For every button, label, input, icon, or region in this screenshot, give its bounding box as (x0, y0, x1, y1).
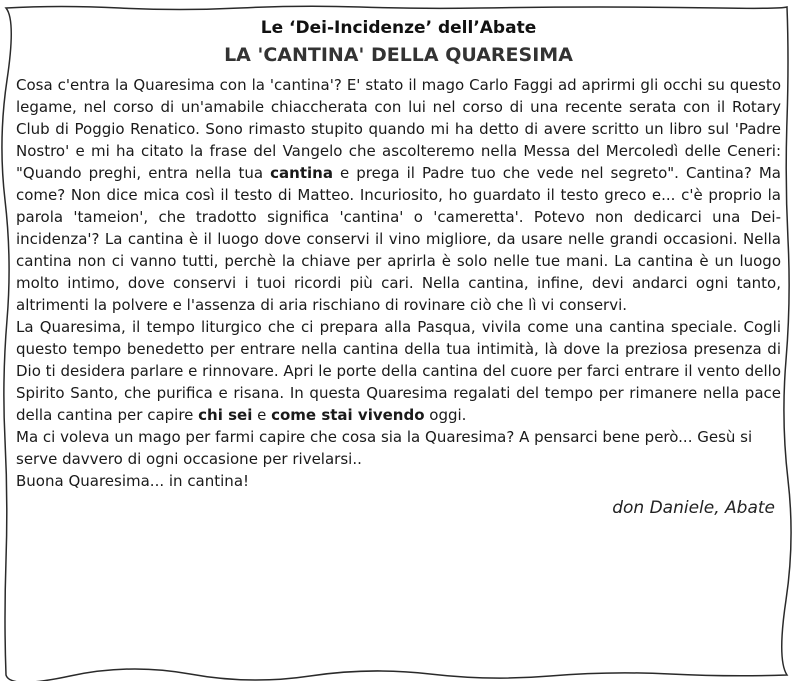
paragraph-2-bold-1: chi sei (198, 406, 253, 424)
paragraph-1-text-a: Cosa c'entra la Quaresima con la 'cantina'? E' stato il mago Carlo Faggi ad aprirmi gli occhi su questo legame, nel corso di un'amabile chiaccherata con lui nel corso di una recente serata con il Rotary Club di Poggio Renatico. Sono rimasto stupito quando mi ha detto di avere scritto un libro sul 'Padre Nostro' e mi ha citato la frase del Vangelo che ascolteremo nella Messa del Mercoledì delle Ceneri: "Quando preghi, entra nella tua (16, 76, 781, 182)
paragraph-3: Ma ci voleva un mago per farmi capire che cosa sia la Quaresima? A pensarci bene però... Gesù si serve davvero di ogni occasione per rivelarsi.. (16, 428, 753, 468)
paragraph-2 (16, 316, 781, 426)
paragraph-2-text-mid: e (252, 406, 272, 424)
paragraph-4: Buona Quaresima... in cantina! (16, 472, 250, 490)
paragraph-2-text-b: oggi. (424, 406, 467, 424)
article-container (16, 16, 781, 666)
paragraph-2-text-a: La Quaresima, il tempo liturgico che ci prepara alla Pasqua, vivila come una cantina speciale. Cogli questo tempo benedetto per entrare nella cantina della tua intimità, là dove la preziosa presenza di Dio ti desidera parlare e rinnovare. Apri le porte della cantina del cuore per farci entrare il vento dello Spirito Santo, che purifica e risana. In questa Quaresima regalati del tempo per rimanere nella pace della cantina per capire (16, 318, 781, 424)
paragraph-1 (16, 74, 781, 316)
paragraph-2-bold-2: come stai vivendo (271, 406, 425, 424)
paragraph-1-text-b: e prega il Padre tuo che vede nel segreto". Cantina? Ma come? Non dice mica così il testo di Matteo. Incuriosito, ho guardato il testo greco e... c'è proprio la parola 'tameion', che tradotto significa 'cantina' o 'cameretta'. Potevo non dedicarci una Dei-incidenza'? La cantina è il luogo dove conservi il vino migliore, da usare nelle grandi occasioni. Nella cantina non ci vanno tutti, perchè la chiave per aprirla è solo nelle tue mani. La cantina è un luogo molto intimo, dove conservi i tuoi ricordi più cari. Nella cantina, infine, devi andarci ogni tanto, altrimenti la polvere e l'assenza di aria rischiano di rovinare ciò che lì vi conservi. (16, 164, 781, 314)
article-headline: LA 'CANTINA' DELLA QUARESIMA (224, 44, 573, 66)
column-title: Le ‘Dei-Incidenze’ dell’Abate (260, 18, 537, 38)
paragraph-1-bold: cantina (270, 164, 333, 182)
author-signature: don Daniele, Abate (612, 498, 775, 518)
